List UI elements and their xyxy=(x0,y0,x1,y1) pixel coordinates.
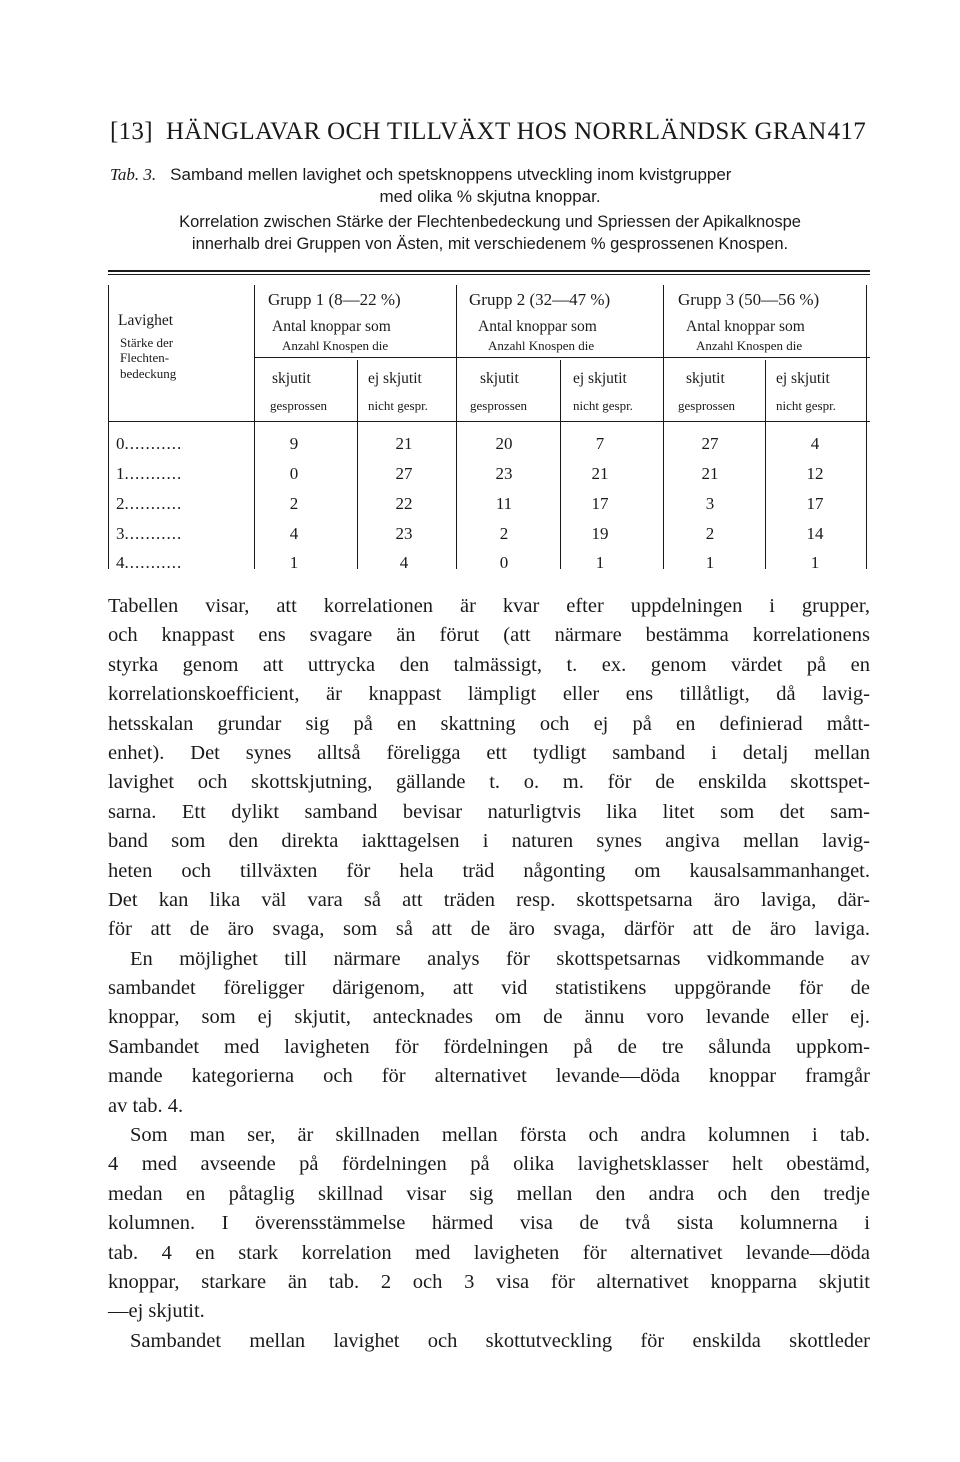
table-cell: 1 xyxy=(705,553,715,572)
table-cell: 1 xyxy=(810,553,820,572)
table-cell: 2 xyxy=(289,494,299,513)
text-line: tab. 4 en stark korrelation med lavigheten för alternativet levande—döda xyxy=(108,1241,870,1264)
group-header: Grupp 1 (8—22 %) xyxy=(268,290,401,309)
text-line: En möjlighet till närmare analys för skottspetsarnas vidkommande av xyxy=(130,947,870,970)
table-cell: 1 xyxy=(595,553,605,572)
column-header: skjutit xyxy=(480,370,519,387)
table-top-rule xyxy=(108,270,870,272)
group-subheader-de: Anzahl Knospen die xyxy=(696,338,803,353)
table-cell: 12 xyxy=(806,464,824,483)
running-head xyxy=(110,118,870,146)
text-line: Tabellen visar, att korrelationen är kvar efter uppdelningen i grupper, xyxy=(108,595,870,617)
subheader-rule xyxy=(254,357,870,358)
column-divider xyxy=(456,285,457,569)
text-line: —ej skjutit. xyxy=(108,1300,205,1323)
table-cell: 4 xyxy=(810,434,820,453)
table-cell: 1 xyxy=(289,553,299,572)
text-line: enhet). Det synes alltså föreligga ett tydligt samband i detalj mellan xyxy=(108,741,870,764)
table-cell: 27 xyxy=(701,434,719,453)
text-line: lavighet och skottskjutning, gällande t. o. m. för de enskilda skottspet- xyxy=(108,771,870,794)
table-cell: 2 xyxy=(499,524,509,543)
text-line: Sambandet med lavigheten för fördelningen på de tre sålunda uppkom- xyxy=(108,1035,870,1058)
table-cell: 27 xyxy=(395,464,413,483)
column-header-de: gesprossen xyxy=(678,398,736,413)
row-label: 2........... xyxy=(116,494,183,513)
column-header-de: gesprossen xyxy=(470,398,528,413)
text-line: av tab. 4. xyxy=(108,1094,184,1117)
table-cell: 19 xyxy=(591,524,609,543)
text-line: 4 med avseende på fördelningen på olika lavighetsklasser helt obestämd, xyxy=(108,1153,870,1176)
text-line: och knappast ens svagare än förut (att närmare bestämma korrelationens xyxy=(108,624,870,647)
table-cell: 4 xyxy=(399,553,409,572)
table-cell: 21 xyxy=(395,434,413,453)
text-line: för att de äro svaga, som så att de äro svaga, därför att de äro laviga. xyxy=(108,918,870,941)
caption-line-3: Korrelation zwischen Stärke der Flechtenbedeckung und Spriessen der Apikalknospe xyxy=(179,213,801,231)
text-line: sarna. Ett dylikt samband bevisar naturligtvis lika litet som det sam- xyxy=(108,800,870,823)
caption-line-4: innerhalb drei Gruppen von Ästen, mit verschiedenem % gesprossenen Knospen. xyxy=(191,235,789,253)
column-header-de: gesprossen xyxy=(270,398,328,413)
row-header-label-de: Stärke der xyxy=(120,335,174,350)
row-label: 3........... xyxy=(116,524,183,543)
table-cell: 17 xyxy=(806,494,824,513)
group-subheader-de: Anzahl Knospen die xyxy=(488,338,595,353)
column-header: skjutit xyxy=(272,370,311,387)
table-cell: 14 xyxy=(806,524,824,543)
table-cell: 9 xyxy=(289,434,299,453)
column-header: ej skjutit xyxy=(368,370,422,387)
body-text xyxy=(108,592,870,1356)
text-line: mande kategorierna och för alternativet levande—döda knoppar framgår xyxy=(108,1065,870,1088)
page-title: HÄNGLAVAR OCH TILLVÄXT HOS NORRLÄNDSK GRAN xyxy=(165,118,827,145)
text-line: sambandet föreligger därigenom, att vid statistikens uppgörande för de xyxy=(108,977,870,1000)
text-line: knoppar, som ej skjutit, antecknades om de ännu voro levande eller ej. xyxy=(108,1006,870,1029)
table-cell: 21 xyxy=(591,464,609,483)
column-divider xyxy=(357,360,358,569)
table-cell: 2 xyxy=(705,524,715,543)
group-subheader-de: Anzahl Knospen die xyxy=(282,338,389,353)
group-header: Grupp 3 (50—56 %) xyxy=(678,290,820,309)
table-cell: 17 xyxy=(591,494,609,513)
column-header-de: nicht gespr. xyxy=(776,398,836,413)
table-cell: 3 xyxy=(705,494,715,513)
table-cell: 0 xyxy=(289,464,299,483)
caption-line-1: Samband mellen lavighet och spetsknoppens utveckling inom kvistgrupper xyxy=(170,165,732,184)
text-line: Som man ser, är skillnaden mellan första och andra kolumnen i tab. xyxy=(130,1124,870,1147)
column-divider xyxy=(765,360,766,569)
table-cell: 21 xyxy=(701,464,719,483)
text-line: Det kan lika väl vara så att träden resp. skottspetsarna äro laviga, där- xyxy=(108,888,870,911)
table-cell: 20 xyxy=(495,434,513,453)
column-divider xyxy=(663,285,664,569)
column-header-de: nicht gespr. xyxy=(368,398,428,413)
column-divider xyxy=(560,360,561,569)
row-header-label: Lavighet xyxy=(118,312,174,329)
column-header: ej skjutit xyxy=(573,370,627,387)
table-top-rule-thin xyxy=(108,274,870,275)
group-subheader: Antal knoppar som xyxy=(272,318,391,335)
table-cell: 23 xyxy=(395,524,413,543)
text-line: heten och tillväxten för hela träd någonting om kausalsammanhanget. xyxy=(108,859,870,882)
text-line: hetsskalan grundar sig på en skattning och ej på en definierad mått- xyxy=(108,712,870,735)
text-line: Sambandet mellan lavighet och skottutveckling för enskilda skottleder xyxy=(130,1329,870,1352)
page-number: 417 xyxy=(827,118,866,145)
header-bottom-rule xyxy=(108,421,870,422)
text-line: styrka genom att uttrycka den talmässigt, t. ex. genom värdet på en xyxy=(108,653,870,676)
column-header: ej skjutit xyxy=(776,370,830,387)
row-header-label-de: Flechten- xyxy=(120,350,170,365)
table-cell: 23 xyxy=(495,464,513,483)
group-subheader: Antal knoppar som xyxy=(686,318,805,335)
group-subheader: Antal knoppar som xyxy=(478,318,597,335)
table-right-border xyxy=(866,285,867,569)
text-line: korrelationskoefficient, är knappast lämpligt eller ens tillåtligt, då lavig- xyxy=(108,683,870,706)
row-label: 1........... xyxy=(116,464,183,483)
column-header: skjutit xyxy=(686,370,725,387)
column-header-de: nicht gespr. xyxy=(573,398,633,413)
text-line: medan en påtaglig skillnad visar sig mellan den andra och den tredje xyxy=(108,1182,870,1205)
table-cell: 11 xyxy=(495,494,513,513)
text-line: kolumnen. I överensstämmelse härmed visa de två sista kolumnerna i xyxy=(108,1212,870,1235)
group-header: Grupp 2 (32—47 %) xyxy=(469,290,611,309)
table-cell: 22 xyxy=(395,494,413,513)
row-label: 4........... xyxy=(116,553,183,572)
caption-line-2: med olika % skjutna knoppar. xyxy=(379,187,601,206)
text-line: band som den direkta iakttagelsen i naturen synes angiva mellan lavig- xyxy=(108,830,870,853)
table-cell: 7 xyxy=(595,434,605,453)
table-left-border xyxy=(108,285,109,569)
table-cell: 4 xyxy=(289,524,299,543)
row-label: 0........... xyxy=(116,434,183,453)
text-line: knoppar, starkare än tab. 2 och 3 visa för alternativet knopparna skjutit xyxy=(108,1270,870,1293)
column-divider xyxy=(254,285,255,569)
table-number: Tab. 3. xyxy=(110,165,157,184)
row-header-label-de: bedeckung xyxy=(120,366,177,381)
section-number: [13] xyxy=(110,118,153,145)
table-cell: 0 xyxy=(499,553,509,572)
